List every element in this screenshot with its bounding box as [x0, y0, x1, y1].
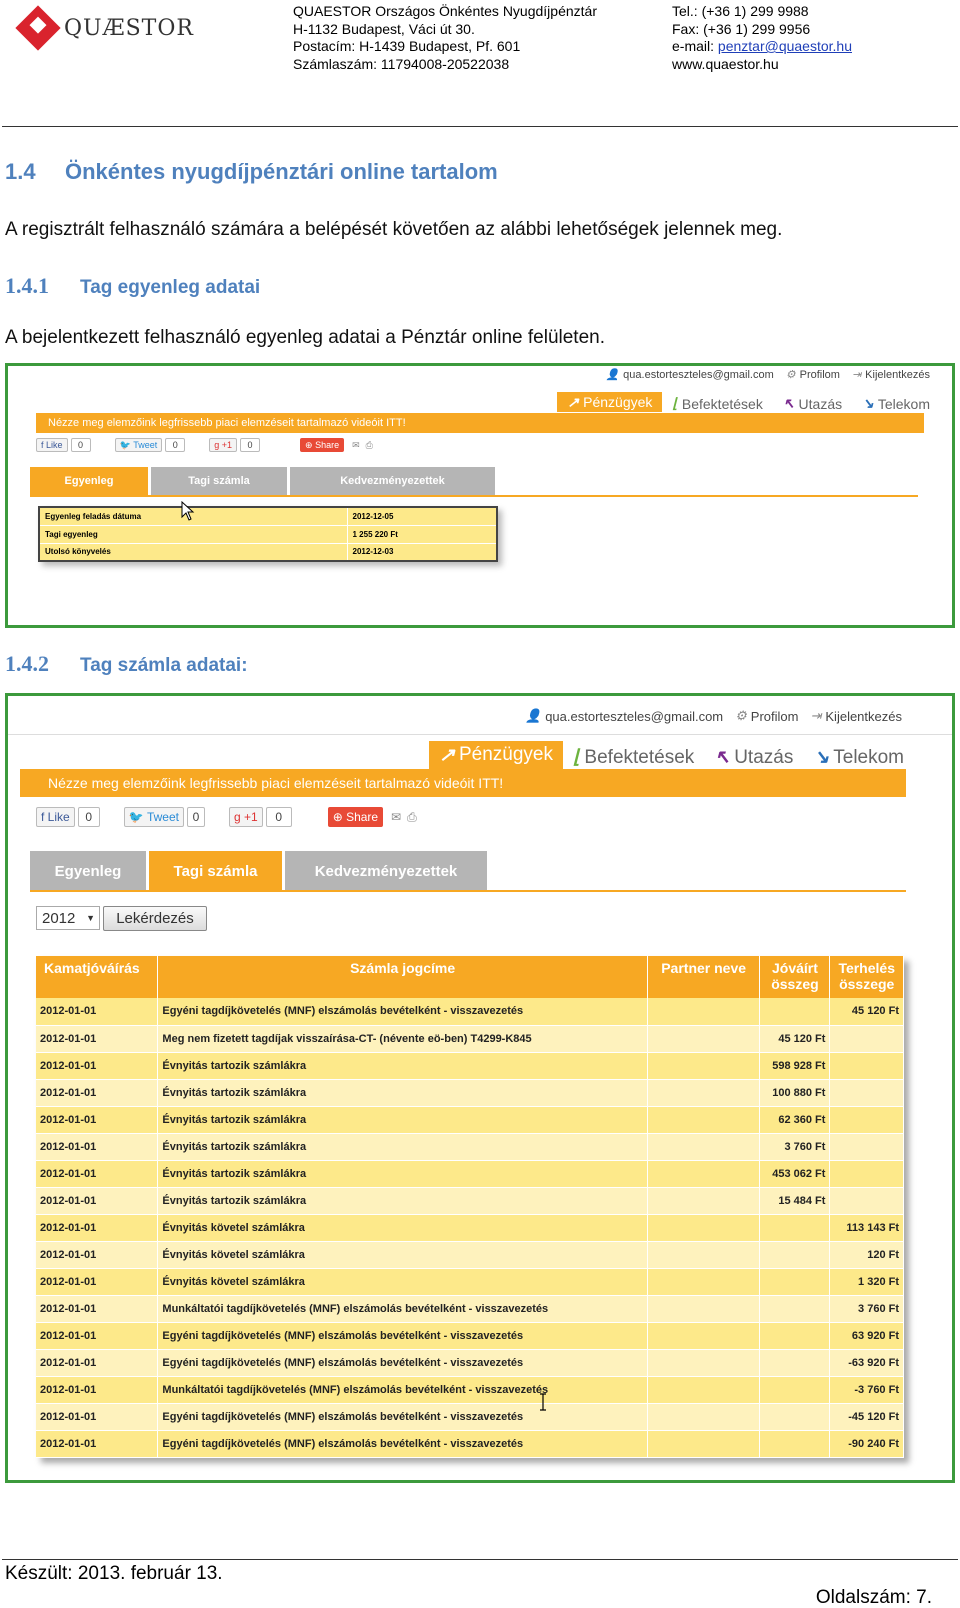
logout-icon: ⇥ — [851, 369, 862, 381]
cell-date: 2012-01-01 — [36, 1241, 158, 1268]
cell-credit: 453 062 Ft — [760, 1160, 830, 1187]
cell-date: 2012-01-01 — [36, 998, 158, 1025]
cell-partner — [647, 1106, 760, 1133]
cell-partner — [647, 1349, 760, 1376]
email-line: e-mail: penztar@quaestor.hu — [672, 38, 852, 54]
cell-title: Évnyitás tartozik számlákra — [158, 1106, 647, 1133]
col-szamla-jogcime: Számla jogcíme — [158, 956, 647, 998]
account-tabs — [30, 851, 490, 891]
cell-debit: 113 143 Ft — [830, 1214, 904, 1241]
cell-debit: 63 920 Ft — [830, 1322, 904, 1349]
cell-title: Évnyitás tartozik számlákra — [158, 1079, 647, 1106]
cell-date: 2012-01-01 — [36, 1349, 158, 1376]
cell-partner — [647, 1187, 760, 1214]
table-header-row — [36, 956, 904, 998]
table-row — [36, 1106, 904, 1133]
col-terheles-osszege: Terhelés összege — [830, 956, 904, 998]
table-row — [36, 1187, 904, 1214]
table-row — [36, 1160, 904, 1187]
balance-label: Egyenleg feladás dátuma — [39, 507, 347, 525]
cell-date: 2012-01-01 — [36, 1025, 158, 1052]
balance-label: Tagi egyenleg — [39, 525, 347, 543]
cell-debit: 3 760 Ft — [830, 1295, 904, 1322]
like-button[interactable]: f Like — [36, 807, 75, 827]
quaestor-logo — [18, 8, 194, 48]
video-banner[interactable]: Nézze meg elemzőink legfrissebb piaci elemzéseit tartalmazó videóit ITT! — [20, 769, 906, 797]
nav-penzugyek[interactable]: ↗ Pénzügyek — [429, 741, 563, 769]
cell-debit — [830, 1106, 904, 1133]
user-bar — [525, 708, 914, 724]
cell-title: Egyéni tagdíjkövetelés (MNF) elszámolás bevételként - visszavezetés — [158, 1430, 647, 1457]
cell-title: Egyéni tagdíjkövetelés (MNF) elszámolás bevételként - visszavezetés — [158, 998, 647, 1025]
col-partner-neve: Partner neve — [647, 956, 760, 998]
cell-credit — [760, 1349, 830, 1376]
tabs-underline — [30, 495, 918, 497]
table-row — [36, 1403, 904, 1430]
arrow-icon: ↘ — [813, 747, 830, 768]
cell-date: 2012-01-01 — [36, 1376, 158, 1403]
subsection-heading-1: 1.4.1 Tag egyenleg adatai — [5, 273, 261, 298]
header-divider — [2, 126, 958, 127]
cell-debit: 45 120 Ft — [830, 998, 904, 1025]
email-link[interactable]: penztar@quaestor.hu — [717, 38, 852, 54]
arrow-icon: ↖ — [782, 395, 795, 411]
cell-debit — [830, 1079, 904, 1106]
cell-credit: 100 880 Ft — [760, 1079, 830, 1106]
user-account[interactable]: 👤 qua.estorteszteles@gmail.com — [525, 708, 724, 724]
user-bar-divider — [8, 734, 952, 735]
ledger-table — [36, 956, 904, 1458]
chevron-down-icon: ▼ — [86, 913, 95, 923]
subsection-1-text: A bejelentkezett felhasználó egyenleg adatai a Pénztár online felületen. — [5, 327, 605, 348]
profile-link[interactable]: ⚙ Profilom — [735, 708, 799, 724]
chart-icon: ⌊ — [672, 395, 678, 411]
account-screenshot — [5, 693, 955, 1483]
cell-debit: -3 760 Ft — [830, 1376, 904, 1403]
logo-diamond-icon — [15, 5, 60, 50]
tweet-count: 0 — [187, 807, 205, 827]
org-account: Számlaszám: 11794008-20522038 — [293, 55, 510, 72]
tweet-button[interactable]: 🐦 Tweet — [124, 807, 184, 827]
table-row — [36, 1214, 904, 1241]
gear-icon: ⚙ — [735, 708, 747, 723]
balance-table — [38, 506, 498, 562]
user-icon: 👤 — [605, 369, 620, 381]
table-row — [36, 1052, 904, 1079]
intro-paragraph: A regisztrált felhasználó számára a belépését követően az alábbi lehetőségek jelennek meg. — [5, 219, 783, 240]
arrow-icon: ↘ — [862, 395, 874, 411]
nav-befektetesek[interactable]: ⌊ Befektetések — [573, 746, 695, 768]
cell-title: Évnyitás tartozik számlákra — [158, 1160, 647, 1187]
cell-partner — [647, 1376, 760, 1403]
cell-credit — [760, 1322, 830, 1349]
video-banner[interactable]: Nézze meg elemzőink legfrissebb piaci elemzéseit tartalmazó videóit ITT! — [36, 413, 924, 433]
cell-partner — [647, 1052, 760, 1079]
user-bar — [605, 368, 942, 381]
phone: Tel.: (+36 1) 299 9988 — [672, 3, 809, 19]
balance-value: 2012-12-03 — [347, 543, 497, 561]
balance-screenshot — [5, 363, 955, 628]
cell-date: 2012-01-01 — [36, 1322, 158, 1349]
cell-title: Munkáltatói tagdíjkövetelés (MNF) elszámolás bevételként - visszavezetés — [158, 1295, 647, 1322]
cell-debit: -90 240 Ft — [830, 1430, 904, 1457]
share-button[interactable]: ⊕ Share — [328, 807, 383, 827]
arrow-icon: ↗ — [567, 393, 580, 410]
table-row — [36, 1295, 904, 1322]
tweet-count: 0 — [165, 438, 185, 452]
cell-date: 2012-01-01 — [36, 1295, 158, 1322]
section-heading: 1.4 Önkéntes nyugdíjpénztári online tartalom — [5, 159, 498, 184]
org-street: H-1132 Budapest, Váci út 30. — [293, 20, 475, 37]
table-row — [39, 543, 497, 561]
nav-telekom[interactable]: ↘ Telekom — [862, 395, 930, 412]
nav-befektetesek[interactable]: ⌊ Befektetések — [672, 395, 763, 412]
balance-label: Utolsó könyvelés — [39, 543, 347, 561]
cell-debit: 1 320 Ft — [830, 1268, 904, 1295]
cell-title: Évnyitás tartozik számlákra — [158, 1133, 647, 1160]
table-row — [36, 1430, 904, 1457]
main-nav — [429, 741, 914, 769]
footer-divider — [2, 1559, 958, 1560]
nav-utazas[interactable]: ↖ Utazás — [782, 395, 843, 412]
tab-tagi-szamla[interactable]: Tagi számla — [149, 851, 282, 891]
cell-credit — [760, 1430, 830, 1457]
website: www.quaestor.hu — [672, 55, 779, 72]
cell-date: 2012-01-01 — [36, 1187, 158, 1214]
cell-date: 2012-01-01 — [36, 1430, 158, 1457]
print-icon[interactable]: ⎙ — [365, 439, 373, 450]
cell-partner — [647, 1403, 760, 1430]
tab-kedvezmenyezettek[interactable]: Kedvezményezettek — [285, 851, 487, 891]
table-row — [39, 525, 497, 543]
created-date: Készült: 2013. február 13. — [5, 1563, 223, 1584]
org-postal: Postacím: H-1439 Budapest, Pf. 601 — [293, 38, 521, 54]
logout-icon: ⇥ — [810, 708, 822, 723]
org-address-block — [293, 3, 597, 73]
like-count: 0 — [71, 438, 91, 452]
cell-date: 2012-01-01 — [36, 1052, 158, 1079]
cell-credit — [760, 1376, 830, 1403]
cell-date: 2012-01-01 — [36, 1106, 158, 1133]
mouse-cursor-icon — [181, 501, 195, 521]
arrow-icon: ↗ — [439, 744, 455, 766]
cell-partner — [647, 1025, 760, 1052]
nav-utazas[interactable]: ↖ Utazás — [714, 746, 794, 768]
cell-partner — [647, 1214, 760, 1241]
table-row — [36, 1349, 904, 1376]
cell-debit — [830, 1025, 904, 1052]
nav-penzugyek[interactable]: ↗ Pénzügyek — [557, 392, 662, 412]
plusone-button[interactable]: g +1 — [209, 438, 237, 452]
cell-title: Egyéni tagdíjkövetelés (MNF) elszámolás bevételként - visszavezetés — [158, 1403, 647, 1430]
contact-block — [672, 3, 852, 73]
cell-credit: 15 484 Ft — [760, 1187, 830, 1214]
arrow-icon: ↖ — [714, 747, 731, 768]
cell-partner — [647, 1430, 760, 1457]
like-count: 0 — [78, 807, 100, 827]
logo-text: QUÆSTOR — [64, 15, 194, 41]
table-row — [36, 1376, 904, 1403]
cell-partner — [647, 1322, 760, 1349]
cell-debit: -45 120 Ft — [830, 1403, 904, 1430]
tab-egyenleg[interactable]: Egyenleg — [30, 467, 148, 495]
tweet-button[interactable]: 🐦 Tweet — [115, 438, 163, 452]
cell-credit — [760, 1241, 830, 1268]
cell-partner — [647, 1160, 760, 1187]
cell-partner — [647, 1079, 760, 1106]
cell-date: 2012-01-01 — [36, 1133, 158, 1160]
table-row — [36, 1268, 904, 1295]
cell-credit: 3 760 Ft — [760, 1133, 830, 1160]
user-account[interactable]: 👤 qua.estorteszteles@gmail.com — [605, 368, 774, 381]
year-select[interactable]: 2012 ▼ — [36, 906, 100, 930]
cell-debit — [830, 1133, 904, 1160]
table-row — [36, 1322, 904, 1349]
cell-partner — [647, 1268, 760, 1295]
table-row — [36, 1025, 904, 1052]
plusone-count: 0 — [266, 807, 292, 827]
email-icon[interactable]: ✉ — [391, 810, 402, 824]
print-icon[interactable]: ⎙ — [407, 809, 417, 824]
subsection-heading-2: 1.4.2 Tag számla adatai: — [5, 651, 248, 676]
cell-date: 2012-01-01 — [36, 1214, 158, 1241]
cell-credit — [760, 1214, 830, 1241]
cell-date: 2012-01-01 — [36, 1160, 158, 1187]
gear-icon: ⚙ — [785, 369, 796, 381]
account-tabs — [30, 467, 498, 495]
table-row — [36, 1241, 904, 1268]
fax: Fax: (+36 1) 299 9956 — [672, 20, 811, 37]
cell-credit: 598 928 Ft — [760, 1052, 830, 1079]
cell-debit — [830, 1187, 904, 1214]
org-name: QUAESTOR Országos Önkéntes Nyugdíjpénztár — [293, 3, 597, 19]
tab-egyenleg[interactable]: Egyenleg — [30, 851, 146, 891]
balance-value: 2012-12-05 — [347, 507, 497, 525]
logout-link[interactable]: ⇥ Kijelentkezés — [851, 368, 930, 381]
cell-credit: 45 120 Ft — [760, 1025, 830, 1052]
main-nav — [557, 392, 940, 412]
tab-kedvezmenyezettek[interactable]: Kedvezményezettek — [290, 467, 495, 495]
ledger-body — [36, 998, 904, 1457]
cell-date: 2012-01-01 — [36, 1403, 158, 1430]
nav-telekom[interactable]: ↘ Telekom — [813, 746, 904, 768]
query-button[interactable]: Lekérdezés — [103, 906, 207, 931]
balance-value: 1 255 220 Ft — [347, 525, 497, 543]
chart-icon: ⌊ — [573, 747, 581, 768]
cell-partner — [647, 1295, 760, 1322]
cell-debit: 120 Ft — [830, 1241, 904, 1268]
col-kamatjovairas: Kamatjóváírás — [36, 956, 158, 998]
share-button[interactable]: ⊕ Share — [300, 438, 344, 452]
text-cursor-icon — [538, 1393, 548, 1411]
email-icon[interactable]: ✉ — [352, 439, 360, 450]
cell-title: Egyéni tagdíjkövetelés (MNF) elszámolás bevételként - visszavezetés — [158, 1322, 647, 1349]
cell-credit: 62 360 Ft — [760, 1106, 830, 1133]
cell-debit: -63 920 Ft — [830, 1349, 904, 1376]
table-row — [36, 998, 904, 1025]
table-row — [36, 1079, 904, 1106]
page-number: Oldalszám: 7. — [815, 1587, 932, 1608]
cell-credit — [760, 998, 830, 1025]
cell-title: Évnyitás tartozik számlákra — [158, 1187, 647, 1214]
table-row — [36, 1133, 904, 1160]
cell-credit — [760, 1268, 830, 1295]
cell-title: Évnyitás követel számlákra — [158, 1241, 647, 1268]
plusone-button[interactable]: g +1 — [229, 807, 263, 827]
social-bar — [36, 807, 423, 827]
cell-title: Meg nem fizetett tagdíjak visszaírása-CT- (névente eö-ben) T4299-K845 — [158, 1025, 647, 1052]
logout-link[interactable]: ⇥ Kijelentkezés — [810, 708, 902, 724]
cell-credit — [760, 1403, 830, 1430]
cell-date: 2012-01-01 — [36, 1268, 158, 1295]
col-jovairt-osszeg: Jóváírt összeg — [760, 956, 830, 998]
cell-title: Évnyitás követel számlákra — [158, 1268, 647, 1295]
tab-tagi-szamla[interactable]: Tagi számla — [151, 467, 287, 495]
cell-partner — [647, 998, 760, 1025]
like-button[interactable]: f Like — [36, 438, 68, 452]
cell-credit — [760, 1295, 830, 1322]
profile-link[interactable]: ⚙ Profilom — [785, 368, 840, 381]
cell-debit — [830, 1052, 904, 1079]
social-bar — [36, 438, 379, 452]
cell-partner — [647, 1133, 760, 1160]
plusone-count: 0 — [240, 438, 260, 452]
cell-partner — [647, 1241, 760, 1268]
cell-date: 2012-01-01 — [36, 1079, 158, 1106]
tabs-underline — [30, 890, 906, 892]
cell-debit — [830, 1160, 904, 1187]
cell-title: Évnyitás tartozik számlákra — [158, 1052, 647, 1079]
user-icon: 👤 — [525, 708, 542, 723]
table-row — [39, 507, 497, 525]
cell-title: Munkáltatói tagdíjkövetelés (MNF) elszámolás bevételként - visszavezetés — [158, 1376, 647, 1403]
cell-title: Egyéni tagdíjkövetelés (MNF) elszámolás bevételként - visszavezetés — [158, 1349, 647, 1376]
cell-title: Évnyitás követel számlákra — [158, 1214, 647, 1241]
